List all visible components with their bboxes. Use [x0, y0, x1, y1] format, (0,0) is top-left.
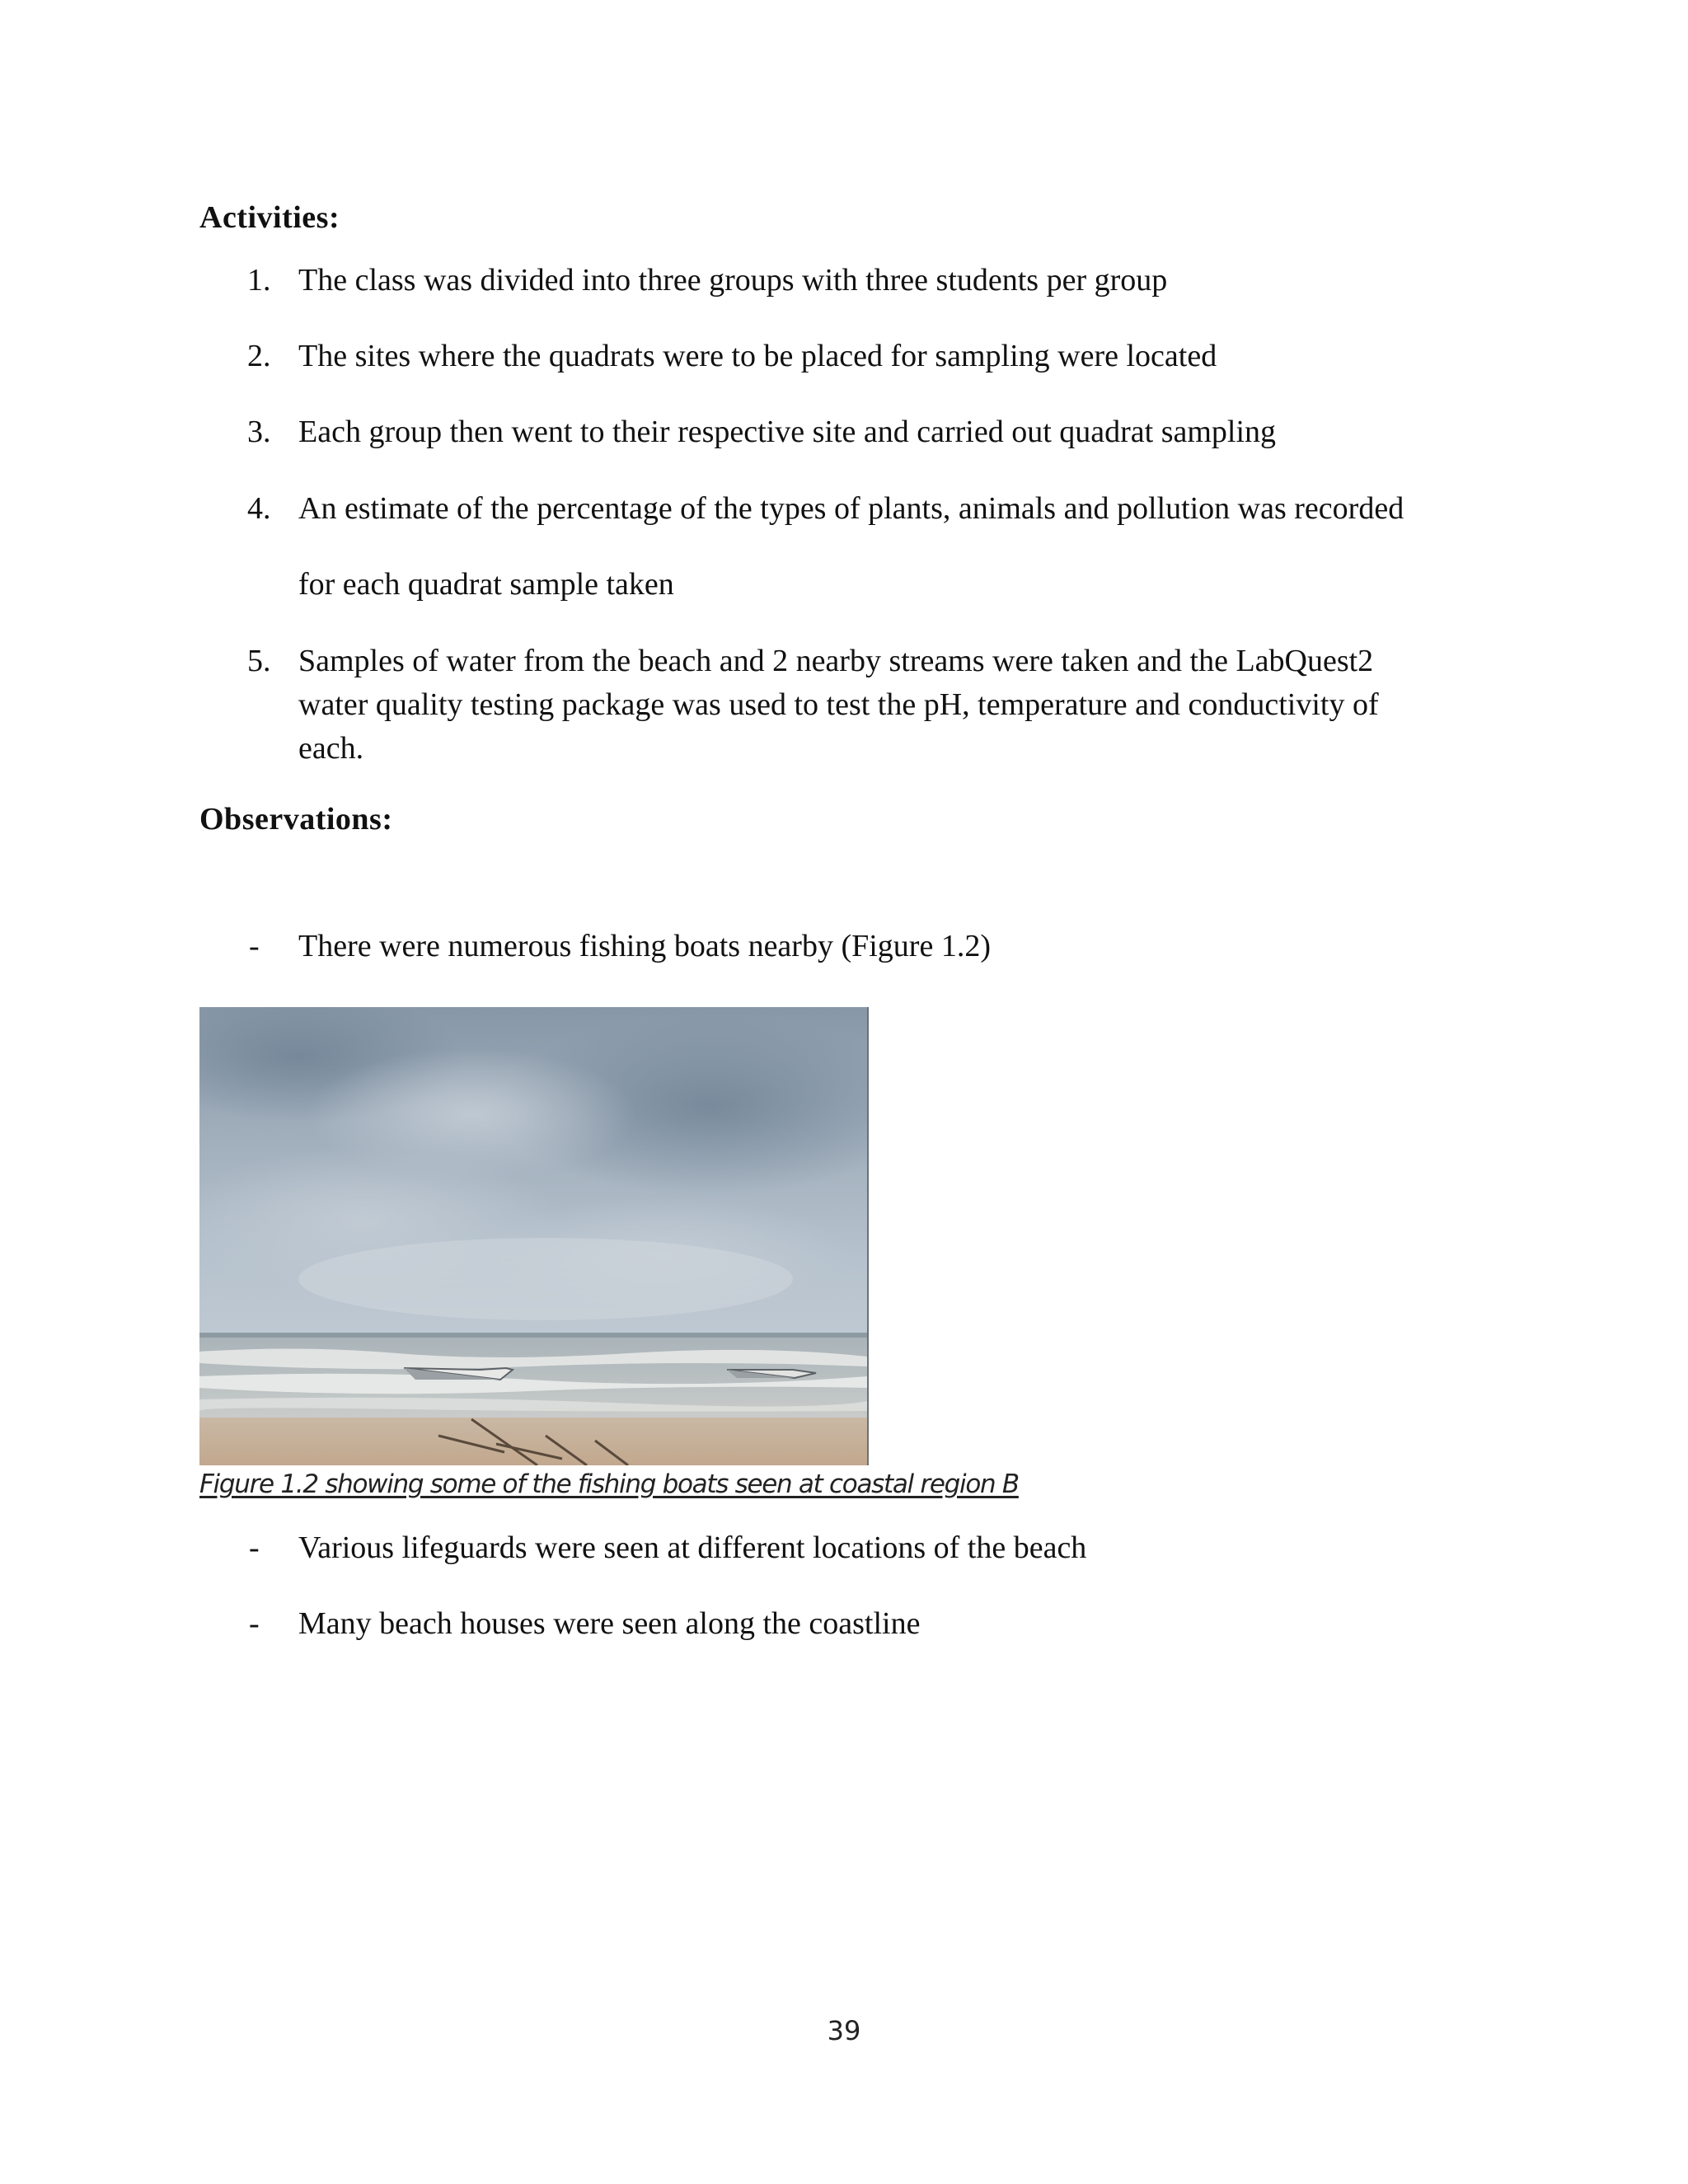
activity-number: 5. — [247, 644, 271, 678]
figure-caption: Figure 1.2 showing some of the fishing boats seen at coastal region B — [199, 1469, 1019, 1499]
activity-text: Each group then went to their respective site and carried out quadrat sampling — [298, 415, 1277, 449]
page-number: 39 — [827, 2015, 861, 2046]
activity-text: The sites where the quadrats were to be placed for sampling were located — [298, 339, 1217, 373]
activity-text-continuation: for each quadrat sample taken — [298, 567, 674, 602]
observations-heading: Observations: — [199, 802, 393, 837]
activity-number: 3. — [247, 415, 271, 449]
activity-text: Samples of water from the beach and 2 nearby streams were taken and the LabQuest2 water quality testing package was used to test the pH, temperature and conductivity of each. — [298, 644, 1379, 766]
activity-number: 4. — [247, 491, 271, 526]
activity-text: The class was divided into three groups with three students per group — [298, 263, 1168, 298]
observation-bullet: - — [249, 929, 260, 963]
observation-text: There were numerous fishing boats nearby (Figure 1.2) — [298, 929, 991, 963]
observation-text: Various lifeguards were seen at different locations of the beach — [298, 1530, 1087, 1565]
beach-photo-illustration — [199, 1007, 867, 1465]
observation-bullet: - — [249, 1606, 260, 1641]
fishing-boats-photo — [199, 1007, 869, 1465]
activity-number: 2. — [247, 339, 271, 373]
activities-heading: Activities: — [199, 200, 340, 235]
activity-text: An estimate of the percentage of the types of plants, animals and pollution was recorded — [298, 491, 1404, 526]
activity-number: 1. — [247, 263, 271, 298]
observation-text: Many beach houses were seen along the coastline — [298, 1606, 921, 1641]
observation-bullet: - — [249, 1530, 260, 1565]
